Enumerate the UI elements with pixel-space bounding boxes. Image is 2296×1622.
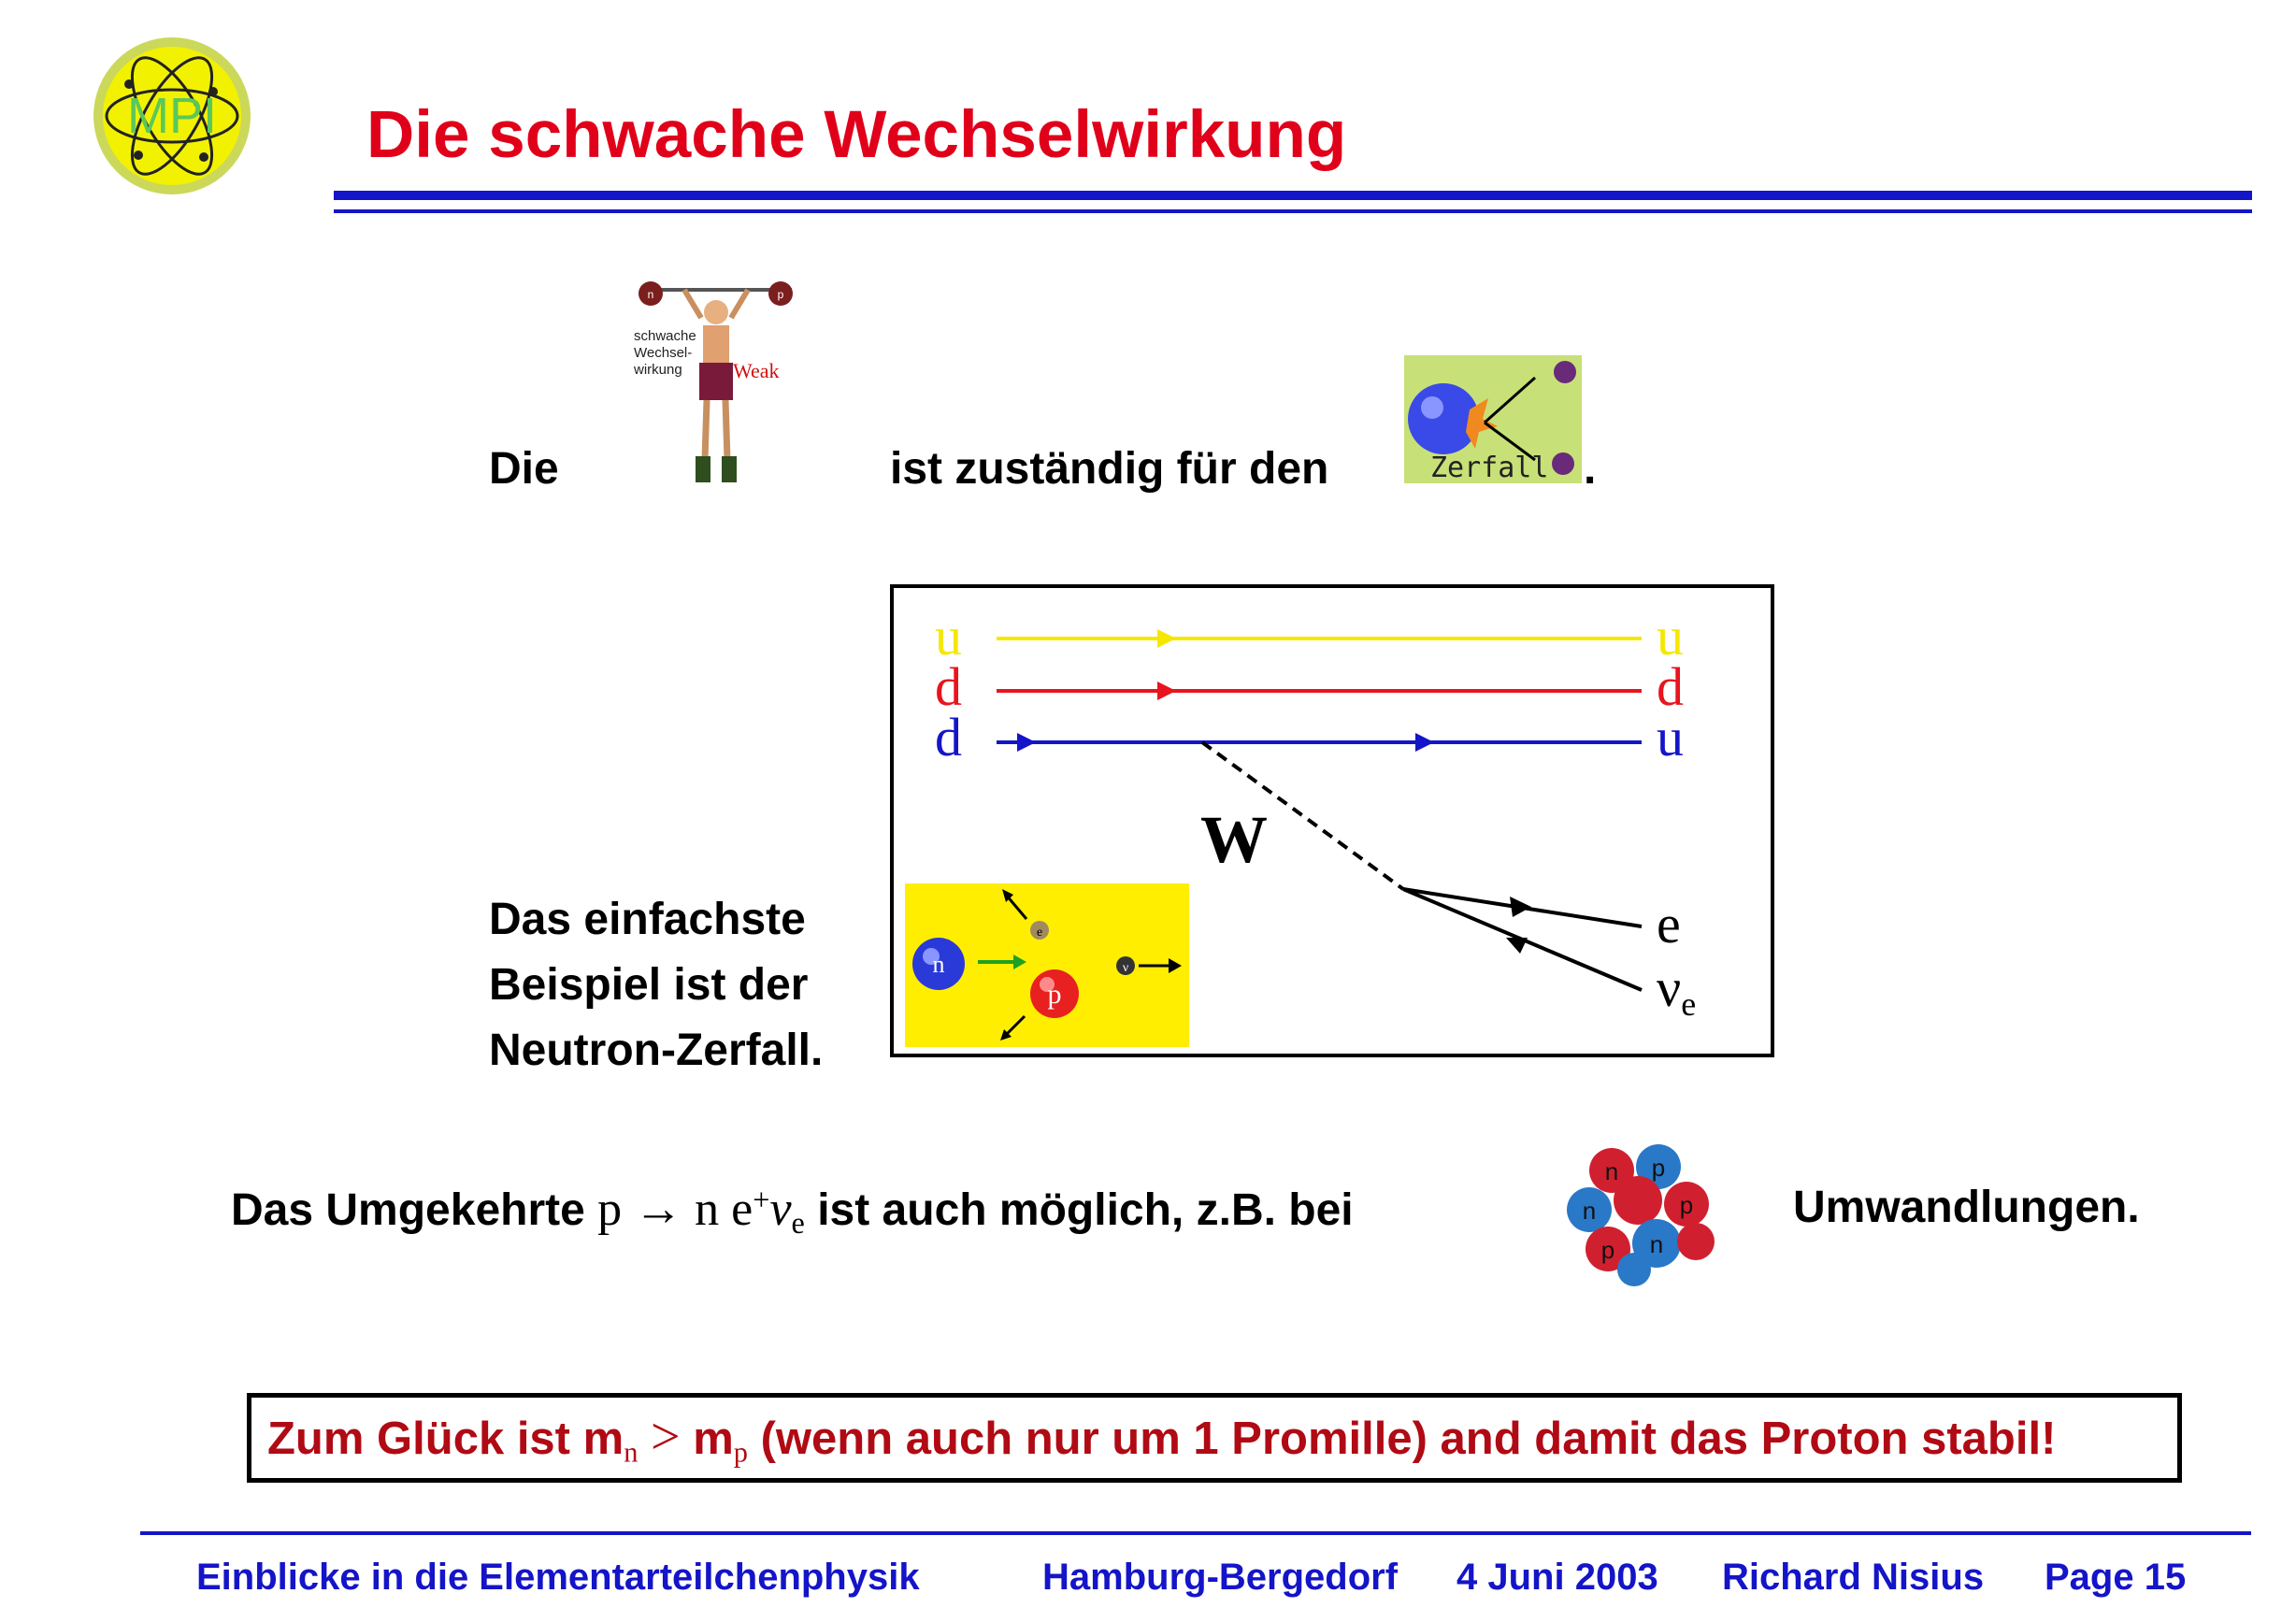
electron-label: e bbox=[1657, 894, 1681, 955]
quark-label-left-3: d bbox=[935, 707, 962, 768]
quark-label-left-1: u bbox=[935, 606, 962, 667]
svg-text:MPI: MPI bbox=[126, 88, 218, 144]
page-title: Die schwache Wechselwirkung bbox=[366, 98, 1347, 172]
example-line-1: Das einfachste bbox=[489, 895, 806, 944]
footer-author: Richard Nisius bbox=[1722, 1557, 1985, 1598]
inverse-line: Das Umgekehrte p → n $e^+\nu_e$ ist auch möglich, z.B. bei bbox=[231, 1182, 1354, 1241]
intro-die: Die bbox=[489, 444, 559, 494]
quark-label-right-3: u bbox=[1657, 707, 1684, 768]
svg-text:Weak: Weak bbox=[733, 359, 780, 382]
decay-image bbox=[1404, 355, 1582, 483]
svg-text:Zerfall: Zerfall bbox=[1430, 452, 1549, 483]
svg-text:p: p bbox=[1600, 1236, 1615, 1264]
quark-label-right-2: d bbox=[1657, 656, 1684, 717]
mpi-logo bbox=[92, 36, 252, 196]
weak-interaction-image bbox=[628, 273, 796, 488]
svg-text:p: p bbox=[777, 288, 784, 301]
svg-text:ν: ν bbox=[1122, 961, 1129, 975]
svg-text:wirkung: wirkung bbox=[634, 362, 682, 378]
svg-text:n: n bbox=[932, 951, 945, 978]
intro-mid-text: ist zuständig für den bbox=[890, 444, 1329, 494]
footer-date: 4 Juni 2003 bbox=[1457, 1557, 1658, 1598]
inverse-after-image: Umwandlungen. bbox=[1793, 1183, 2140, 1232]
neutron-decay-image bbox=[905, 883, 1189, 1047]
footer-rule bbox=[140, 1531, 2251, 1535]
svg-text:e: e bbox=[1036, 926, 1043, 940]
example-line-3: Neutron-Zerfall. bbox=[489, 1026, 824, 1075]
svg-text:Wechsel-: Wechsel- bbox=[634, 345, 693, 361]
w-boson-label: W bbox=[1200, 802, 1268, 877]
highlight-text: Zum Glück ist $m_n > m_p$ (wenn auch nur um 1 Promille) and damit das Proton stabil! bbox=[267, 1408, 2057, 1469]
quark-label-left-2: d bbox=[935, 656, 962, 717]
footer-page: Page 15 bbox=[2045, 1557, 2187, 1598]
svg-text:n: n bbox=[1649, 1230, 1664, 1258]
title-rule-thin bbox=[334, 209, 2252, 213]
footer-course: Einblicke in die Elementarteilchenphysik bbox=[196, 1557, 920, 1598]
intro-period: . bbox=[1584, 444, 1597, 494]
svg-text:n: n bbox=[1582, 1197, 1597, 1225]
quark-label-right-1: u bbox=[1657, 606, 1684, 667]
svg-text:n: n bbox=[647, 288, 654, 301]
svg-text:n: n bbox=[1604, 1157, 1619, 1185]
title-rule-thick bbox=[334, 191, 2252, 200]
neutrino-label: $\nu_e$ bbox=[1657, 957, 1697, 1024]
example-line-2: Beispiel ist der bbox=[489, 960, 809, 1010]
svg-text:p: p bbox=[1679, 1191, 1694, 1219]
svg-text:p: p bbox=[1047, 979, 1062, 1010]
footer-place: Hamburg-Bergedorf bbox=[1042, 1557, 1399, 1598]
svg-text:schwache: schwache bbox=[634, 328, 696, 344]
nucleus-image bbox=[1556, 1139, 1722, 1288]
svg-text:p: p bbox=[1651, 1154, 1666, 1182]
